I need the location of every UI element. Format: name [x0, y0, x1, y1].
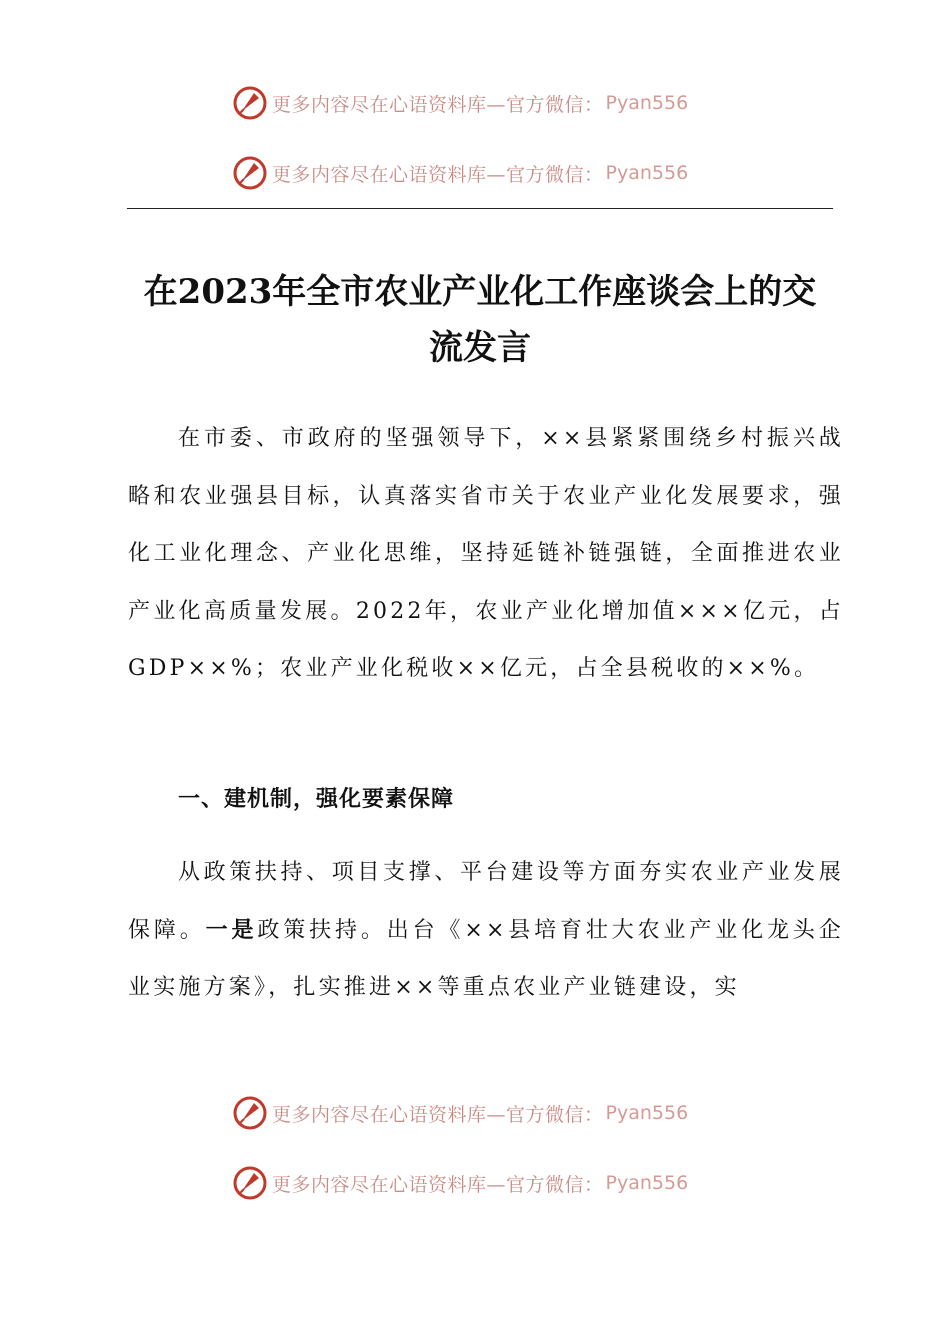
watermark-top-2: [232, 155, 688, 191]
watermark-id: Pyan556: [605, 1172, 689, 1194]
watermark-bottom-2: [232, 1165, 688, 1201]
watermark-id: Pyan556: [605, 92, 689, 114]
watermark-bottom-1: [232, 1095, 688, 1131]
watermark-id: Pyan556: [605, 162, 689, 184]
watermark-id: Pyan556: [605, 1102, 689, 1124]
title-line-1: 在2023年全市农业产业化工作座谈会上的交: [143, 272, 817, 312]
pen-nib-logo-icon: [232, 1165, 268, 1201]
section-1-paragraph: [128, 844, 844, 1017]
section-1-bold-label: 一是: [205, 916, 258, 943]
watermark-top-1: [232, 85, 688, 121]
title-line-2: 流发言: [429, 328, 531, 368]
pen-nib-logo-icon: [232, 155, 268, 191]
header-divider: [127, 208, 833, 209]
section-1-text-b: 政策扶持。出台《××县培育壮大农业产业化龙头企业实施方案》，扎实推进××等重点农业产业链建设，实: [128, 917, 844, 1001]
watermark-text: 更多内容尽在心语资料库—官方微信：: [272, 93, 604, 116]
pen-nib-logo-icon: [232, 85, 268, 121]
watermark-text: 更多内容尽在心语资料库—官方微信：: [272, 163, 604, 186]
intro-paragraph: 在市委、市政府的坚强领导下，××县紧紧围绕乡村振兴战略和农业强县目标，认真落实省市关于农业产业化发展要求，强化工业化理念、产业化思维，坚持延链补链强链，全面推进农业产业化高质量发展。2022年，农业产业化增加值×××亿元，占GDP××%；农业产业化税收××亿元，占全县税收的××%。: [128, 426, 844, 682]
watermark-text: 更多内容尽在心语资料库—官方微信：: [272, 1173, 604, 1196]
section-1-heading: 一、建机制，强化要素保障: [178, 787, 455, 812]
pen-nib-logo-icon: [232, 1095, 268, 1131]
section-1-text-a: 从政策扶持、项目支撑、平台建设等方面夯实农业产业发展保障。: [128, 860, 844, 943]
document-title: [120, 264, 840, 376]
watermark-text: 更多内容尽在心语资料库—官方微信：: [272, 1103, 604, 1126]
